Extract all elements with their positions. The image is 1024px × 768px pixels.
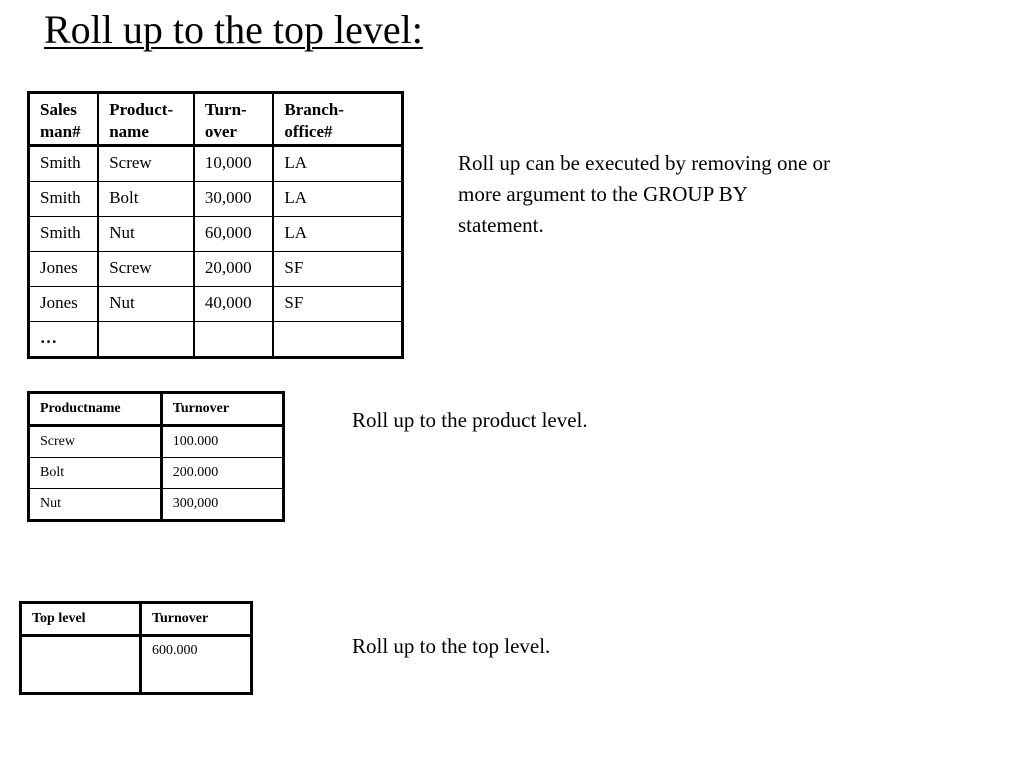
cell-branch-office: LA — [273, 146, 402, 182]
cell-turnover: 30,000 — [194, 182, 274, 217]
table-row — [29, 426, 284, 458]
header-turnover: Turnover — [140, 603, 251, 636]
table-header-row — [29, 393, 284, 426]
cell-salesman: Smith — [29, 182, 99, 217]
table-row — [29, 489, 284, 521]
header-salesman: Sales man# — [29, 93, 99, 146]
cell-productname: Nut — [29, 489, 162, 521]
cell-productname: Screw — [98, 252, 194, 287]
header-branch-office: Branch- office# — [273, 93, 402, 146]
cell-turnover: 600.000 — [140, 636, 251, 694]
table-row — [29, 287, 403, 322]
cell-empty — [273, 322, 402, 358]
table-row — [29, 458, 284, 489]
table-header-row — [29, 93, 403, 146]
cell-branch-office: LA — [273, 217, 402, 252]
cell-turnover: 40,000 — [194, 287, 274, 322]
cell-salesman: Smith — [29, 146, 99, 182]
cell-productname: Screw — [29, 426, 162, 458]
cell-productname: Nut — [98, 217, 194, 252]
cell-empty — [98, 322, 194, 358]
header-turnover: Turnover — [161, 393, 283, 426]
cell-productname: Bolt — [98, 182, 194, 217]
table-header-row — [21, 603, 252, 636]
top-level-caption: Roll up to the top level. — [352, 634, 551, 658]
cell-turnover: 60,000 — [194, 217, 274, 252]
table-row-ellipsis — [29, 322, 403, 358]
cell-productname: Bolt — [29, 458, 162, 489]
product-level-table — [27, 391, 285, 522]
cell-productname: Nut — [98, 287, 194, 322]
cell-branch-office: SF — [273, 252, 402, 287]
cell-salesman: Jones — [29, 252, 99, 287]
header-turnover: Turn- over — [194, 93, 274, 146]
rollup-description: Roll up can be executed by removing one or more argument to the GROUP BY statement. — [458, 151, 831, 237]
header-top-level: Top level — [21, 603, 141, 636]
table-row — [29, 182, 403, 217]
cell-empty — [194, 322, 274, 358]
cell-branch-office: LA — [273, 182, 402, 217]
table-row — [21, 636, 252, 694]
top-level-table — [19, 601, 253, 695]
header-productname: Productname — [29, 393, 162, 426]
cell-salesman: Jones — [29, 287, 99, 322]
table-row — [29, 146, 403, 182]
cell-turnover: 10,000 — [194, 146, 274, 182]
table-row — [29, 252, 403, 287]
product-level-caption: Roll up to the product level. — [352, 408, 588, 432]
sales-table — [27, 91, 404, 359]
cell-productname: Screw — [98, 146, 194, 182]
cell-turnover: 20,000 — [194, 252, 274, 287]
table-row — [29, 217, 403, 252]
cell-salesman: Smith — [29, 217, 99, 252]
cell-turnover: 200.000 — [161, 458, 283, 489]
cell-ellipsis: … — [29, 322, 99, 358]
cell-branch-office: SF — [273, 287, 402, 322]
cell-turnover: 100.000 — [161, 426, 283, 458]
header-productname: Product- name — [98, 93, 194, 146]
cell-top-level — [21, 636, 141, 694]
page-title: Roll up to the top level: — [44, 7, 423, 52]
cell-turnover: 300,000 — [161, 489, 283, 521]
